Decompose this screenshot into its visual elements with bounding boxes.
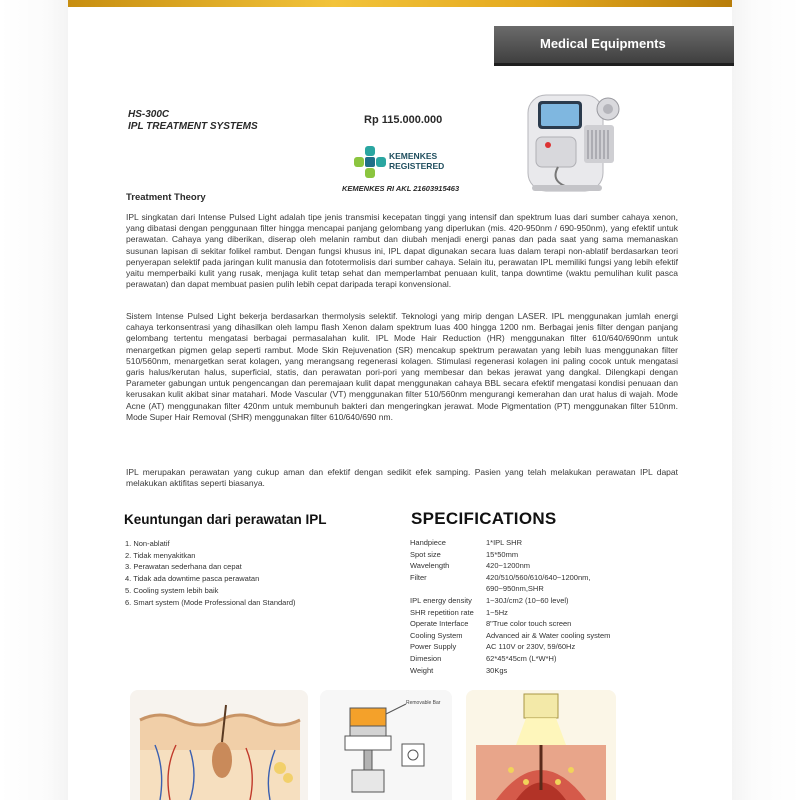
skin-layers-illustration	[130, 690, 308, 800]
benefits-heading: Keuntungan dari perawatan IPL	[124, 512, 327, 527]
specs-heading: SPECIFICATIONS	[411, 509, 557, 528]
table-row	[410, 653, 610, 665]
page-margin-left	[0, 0, 68, 800]
list-item: 5. Cooling system lebih baik	[125, 585, 219, 595]
gold-top-bar	[68, 0, 732, 7]
spec-key: Power Supply	[410, 642, 457, 652]
product-model: HS-300C	[128, 109, 170, 120]
table-row	[410, 607, 610, 619]
spec-key: Spot size	[410, 549, 441, 559]
table-row	[410, 630, 610, 642]
spec-value: 1~5Hz	[486, 607, 508, 617]
table-row	[410, 665, 610, 677]
spec-value: AC 110V or 230V, 59/60Hz	[486, 642, 576, 652]
category-band	[494, 26, 734, 63]
table-row	[410, 537, 610, 549]
akl-number: KEMENKES RI AKL 21603915463	[342, 184, 460, 193]
spec-value: 420/510/560/610/640~1200nm,	[486, 572, 591, 582]
list-item: 2. Tidak menyakitkan	[125, 550, 196, 560]
ipl-mechanism-diagram	[320, 690, 452, 800]
spec-value: Advanced air & Water cooling system	[486, 630, 611, 640]
spec-value: 15*50mm	[486, 549, 519, 559]
kemenkes-line1: KEMENKES	[389, 151, 438, 161]
list-item: 1. Non-ablatif	[125, 539, 170, 548]
table-row	[410, 572, 610, 584]
spec-key: Wavelength	[410, 561, 450, 571]
brochure-page	[68, 0, 732, 800]
theory-paragraph-1: IPL singkatan dari Intense Pulsed Light adalah tipe jenis transmisi kecepatan tinggi yang intensif dan spektrum luas dari sumber cahaya xenon, yang dibatasi dengan penggunaan filter hingga mencapai panjang gelombang yang diperlukan (mis. 420-950nm / 690-950nm), yang efektif untuk perawatan. Cahaya yang diberikan, diserap oleh melanin rambut dan diubah menjadi energi panas dan pada saat yang sama memanaskan susunan lapisan di sekitar folikel rambut. Dengan fungsi khusus ini, IPL dapat digunakan secara luas dalam terapi non-ablatif berdasarkan teori penyerapan selektif pada jaringan kulit manusia dan fototermolisis dari sumber cahaya. Selain itu, perawatan IPL memiliki fungsi yang lebih efektif yaitu memperbaiki kulit yang rusak, menjaga kulit tetap sehat dan memperlambat penuaan kulit, tanpa downtime (waktu pemulihan kulit pasca perawatan) dan dapat membuat pasien pulih lebih cepat daripada terapi konvensional.	[126, 212, 678, 290]
benefits-list	[125, 538, 296, 608]
spec-key: Handpiece	[410, 538, 446, 547]
table-row	[410, 549, 610, 561]
kemenkes-line2: REGISTERED	[389, 161, 445, 171]
spec-key: Filter	[410, 572, 427, 582]
spec-key: SHR repetition rate	[410, 607, 474, 617]
spec-value: 420~1200nm	[486, 561, 530, 571]
product-price: Rp 115.000.000	[364, 114, 443, 126]
svg-text:Removable Bar: Removable Bar	[406, 700, 441, 706]
spec-key	[410, 583, 486, 595]
table-row	[410, 618, 610, 630]
theory-paragraph-2: Sistem Intense Pulsed Light bekerja berdasarkan thermolysis selektif. Teknologi yang mirip dengan LASER. IPL menggunakan jumlah energi cahaya terkonsentrasi yang dihasilkan oleh lampu flash Xenon dalam spektrum luas 400 hingga 1200 nm. Berbagai jenis filter dengan panjang gelombang tertentu mengatasi berbagai permasalahan kulit. IPL Mode Hair Reduction (HR) menggunakan filter 610/640/690nm untuk menargetkan pigmen gelap seperti rambut. Mode Skin Rejuvenation (SR) mencakup spektrum perawatan yang lebih luas menggunakan filter 510/560nm, menargetkan serat kolagen, yang merangsang regenerasi kolagen. Stimulasi regenerasi kolagen ini paling cocok untuk mengatasi garis halus/kerutan halus, superficial, statis, dan perawatan pori-pori yang membesar dan bekas jerawat yang dangkal. Dilengkapi dengan Parameter gabungan untuk pengencangan dan peremajaan kulit dapat menggunakan cahaya BBL secara efektif mengatasi kondisi penuaan dan kerusakan kulit akibat sinar matahari. Mode Vascular (VT) menggunakan filter 510/560nm mengurangi kemerahan dan urat halus di wajah. Mode Acne (AT) menggunakan filter 420nm untuk membunuh bakteri dan mengeringkan jerawat. Mode Pigmentation (PT) menggunakan filter 510nm. Mode Super Hair Removal (SHR) menggunakan filter 610/640/690 nm.	[126, 311, 678, 422]
kemenkes-logo-icon	[353, 145, 387, 179]
product-title	[128, 109, 258, 133]
spec-key: Cooling System	[410, 630, 463, 640]
list-item: 3. Perawatan sederhana dan cepat	[125, 562, 242, 572]
page-margin-right	[732, 0, 800, 800]
spec-key: Dimesion	[410, 653, 442, 663]
kemenkes-badge	[353, 145, 463, 181]
category-label: Medical Equipments	[540, 36, 666, 51]
ipl-machine-image	[488, 85, 638, 197]
table-row	[410, 583, 610, 595]
spec-key: IPL energy density	[410, 595, 472, 605]
theory-paragraph-3: IPL merupakan perawatan yang cukup aman dan efektif dengan sedikit efek samping. Pasien yang telah melakukan perawatan IPL dapat melakukan aktifitas seperti biasanya.	[126, 467, 678, 489]
spec-value: 1~30J/cm2 (10~60 level)	[486, 595, 569, 605]
specs-table	[410, 537, 610, 676]
spec-key: Weight	[410, 665, 434, 675]
table-row	[410, 595, 610, 607]
spec-value: 1*IPL SHR	[486, 538, 522, 547]
spec-value: 8"True color touch screen	[486, 619, 572, 629]
category-band-shadow	[494, 63, 734, 66]
spec-key: Operate Interface	[410, 619, 469, 629]
spec-value: 690~950nm,SHR	[486, 584, 544, 594]
table-row	[410, 641, 610, 653]
list-item: 6. Smart system (Mode Professional dan Standard)	[125, 597, 296, 607]
product-name: IPL TREATMENT SYSTEMS	[128, 121, 258, 132]
hair-follicle-illustration	[466, 690, 616, 800]
spec-value: 30Kgs	[486, 665, 508, 675]
spec-value: 62*45*45cm (L*W*H)	[486, 653, 557, 663]
table-row	[410, 560, 610, 572]
theory-heading: Treatment Theory	[126, 192, 206, 203]
list-item: 4. Tidak ada downtime pasca perawatan	[125, 574, 260, 584]
kemenkes-text	[389, 151, 444, 171]
